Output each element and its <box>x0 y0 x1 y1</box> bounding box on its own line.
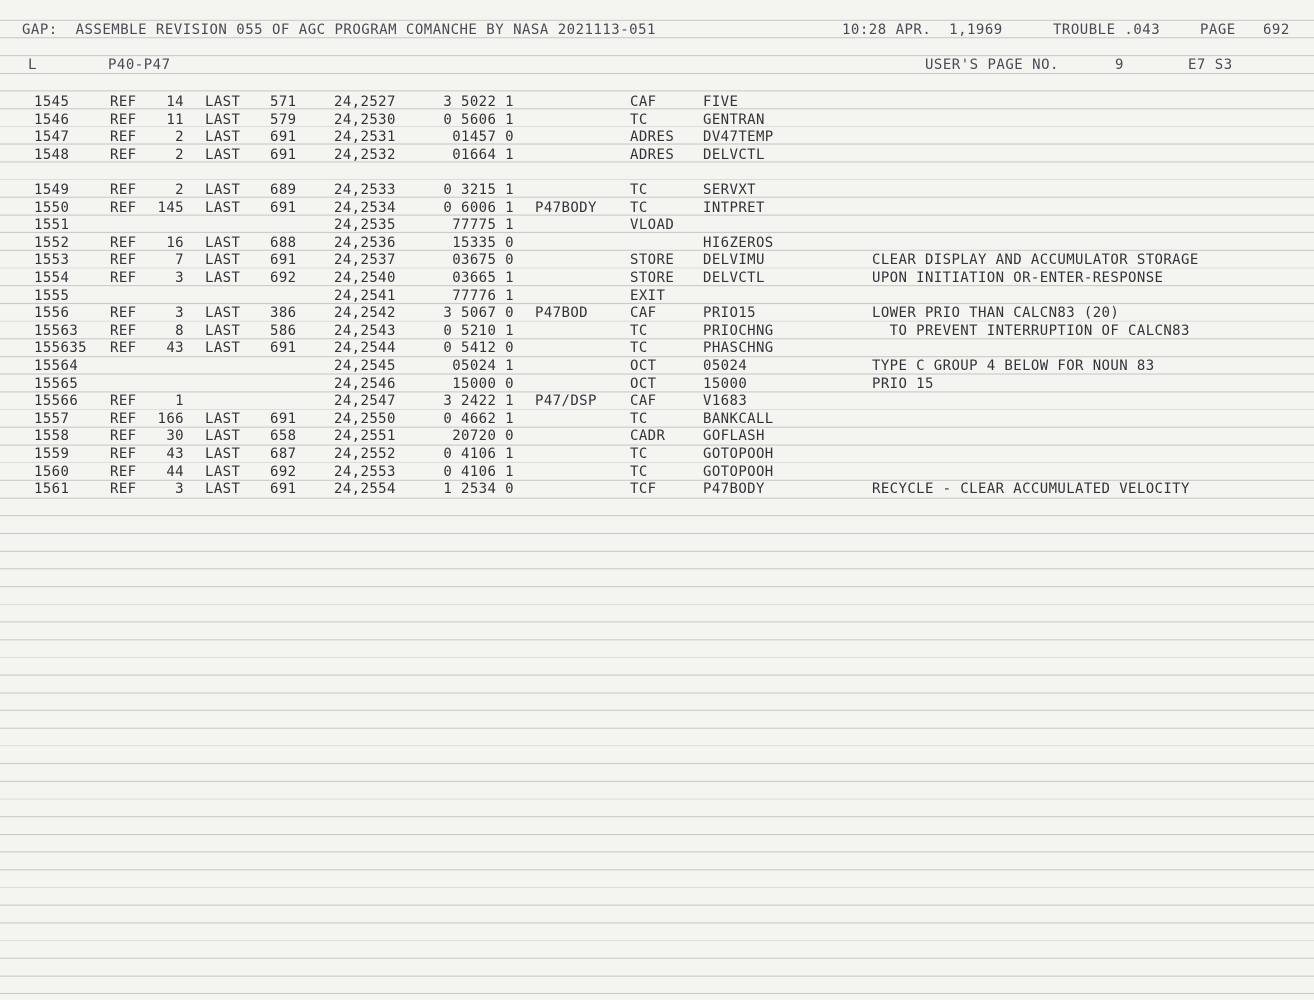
ref-keyword: REF <box>110 182 137 198</box>
listing-row <box>0 147 1314 165</box>
operand: DELVCTL <box>703 270 765 286</box>
opcode: ADRES <box>630 129 675 146</box>
listing-row <box>0 323 1314 341</box>
octal-word: 0 5606 1 <box>443 111 514 128</box>
address: 24,2544 <box>334 340 396 357</box>
last-keyword: LAST <box>205 340 241 357</box>
line-number: 1557 <box>34 410 70 427</box>
ref-count: 7 <box>175 252 184 269</box>
last-page: 691 <box>270 252 297 269</box>
listing-row <box>0 112 1314 130</box>
ref-count: 1 <box>175 393 184 410</box>
opcode: TC <box>630 410 648 427</box>
opcode: CAF <box>630 94 657 110</box>
comment: RECYCLE - CLEAR ACCUMULATED VELOCITY <box>872 481 1190 498</box>
operand: PHASCHNG <box>703 340 774 357</box>
listing-row <box>0 164 1314 182</box>
opcode: TCF <box>630 481 657 498</box>
opcode: EXIT <box>630 287 666 304</box>
last-page: 571 <box>270 94 297 110</box>
ref-count: 8 <box>175 322 184 339</box>
header-page-label: PAGE <box>1200 22 1236 38</box>
ref-keyword: REF <box>110 428 137 445</box>
last-page: 692 <box>270 270 297 286</box>
opcode: TC <box>630 182 648 198</box>
operand: DELVIMU <box>703 252 765 269</box>
opcode: CAF <box>630 305 657 322</box>
listing-row <box>0 182 1314 200</box>
octal-word: 05024 1 <box>452 358 514 374</box>
address: 24,2536 <box>334 234 396 251</box>
line-number: 1551 <box>34 217 70 234</box>
last-keyword: LAST <box>205 129 241 146</box>
listing-row <box>0 94 1314 112</box>
listing-row <box>0 270 1314 288</box>
line-number: 1550 <box>34 199 70 216</box>
address: 24,2530 <box>334 111 396 128</box>
octal-word: 01664 1 <box>452 146 514 163</box>
octal-word: 03665 1 <box>452 270 514 286</box>
last-keyword: LAST <box>205 322 241 339</box>
line-number: 1548 <box>34 146 70 163</box>
ref-count: 43 <box>166 340 184 357</box>
operand: BANKCALL <box>703 410 774 427</box>
last-keyword: LAST <box>205 428 241 445</box>
last-keyword: LAST <box>205 199 241 216</box>
header-trouble: TROUBLE .043 <box>1053 22 1161 38</box>
operand: PRIOCHNG <box>703 322 774 339</box>
header-page-number: 692 <box>1263 22 1290 38</box>
operand: GOTOPOOH <box>703 446 774 462</box>
ref-count: 16 <box>166 234 184 251</box>
operand: DELVCTL <box>703 146 765 163</box>
ref-count: 14 <box>166 94 184 110</box>
last-page: 691 <box>270 199 297 216</box>
ref-keyword: REF <box>110 322 137 339</box>
comment: LOWER PRIO THAN CALCN83 (20) <box>872 305 1120 322</box>
octal-word: 15000 0 <box>452 375 514 392</box>
listing-row <box>0 200 1314 218</box>
operand: V1683 <box>703 393 748 410</box>
listing-row <box>0 340 1314 358</box>
last-keyword: LAST <box>205 252 241 269</box>
opcode: TC <box>630 340 648 357</box>
address: 24,2553 <box>334 463 396 480</box>
address: 24,2546 <box>334 375 396 392</box>
octal-word: 0 3215 1 <box>443 182 514 198</box>
comment: TYPE C GROUP 4 BELOW FOR NOUN 83 <box>872 358 1155 374</box>
octal-word: 0 5210 1 <box>443 322 514 339</box>
line-number: 1558 <box>34 428 70 445</box>
line-number: 1546 <box>34 111 70 128</box>
opcode: TC <box>630 322 648 339</box>
line-number: 1549 <box>34 182 70 198</box>
opcode: TC <box>630 199 648 216</box>
operand: 05024 <box>703 358 748 374</box>
comment: CLEAR DISPLAY AND ACCUMULATOR STORAGE <box>872 252 1199 269</box>
last-keyword: LAST <box>205 234 241 251</box>
address: 24,2552 <box>334 446 396 462</box>
last-keyword: LAST <box>205 481 241 498</box>
opcode: STORE <box>630 270 675 286</box>
address: 24,2532 <box>334 146 396 163</box>
header-timestamp: 10:28 APR. 1,1969 <box>842 22 1003 38</box>
opcode: CADR <box>630 428 666 445</box>
opcode: VLOAD <box>630 217 675 234</box>
header-users-page-label: USER'S PAGE NO. <box>925 57 1059 73</box>
opcode: OCT <box>630 358 657 374</box>
octal-word: 0 6006 1 <box>443 199 514 216</box>
last-page: 687 <box>270 446 297 462</box>
line-number: 155635 <box>34 340 87 357</box>
last-keyword: LAST <box>205 111 241 128</box>
line-number: 15566 <box>34 393 79 410</box>
address: 24,2527 <box>334 94 396 110</box>
listing-row <box>0 358 1314 376</box>
address: 24,2543 <box>334 322 396 339</box>
address: 24,2531 <box>334 129 396 146</box>
ref-count: 43 <box>166 446 184 462</box>
last-page: 691 <box>270 481 297 498</box>
octal-word: 01457 0 <box>452 129 514 146</box>
address: 24,2547 <box>334 393 396 410</box>
comment: TO PREVENT INTERRUPTION OF CALCN83 <box>872 322 1190 339</box>
octal-word: 15335 0 <box>452 234 514 251</box>
last-keyword: LAST <box>205 446 241 462</box>
ref-count: 3 <box>175 270 184 286</box>
operand: INTPRET <box>703 199 765 216</box>
address: 24,2534 <box>334 199 396 216</box>
header-title: GAP: ASSEMBLE REVISION 055 OF AGC PROGRAM COMANCHE BY NASA 2021113-051 <box>22 22 656 38</box>
line-number: 15564 <box>34 358 79 374</box>
ref-keyword: REF <box>110 305 137 322</box>
address: 24,2535 <box>334 217 396 234</box>
last-page: 692 <box>270 463 297 480</box>
octal-word: 0 4662 1 <box>443 410 514 427</box>
line-number: 1553 <box>34 252 70 269</box>
listing-row <box>0 411 1314 429</box>
comment: UPON INITIATION OR-ENTER-RESPONSE <box>872 270 1164 286</box>
ref-count: 3 <box>175 481 184 498</box>
opcode: OCT <box>630 375 657 392</box>
octal-word: 77776 1 <box>452 287 514 304</box>
last-page: 579 <box>270 111 297 128</box>
symbol-label: P47BODY <box>535 199 597 216</box>
listing-row <box>0 217 1314 235</box>
ref-count: 30 <box>166 428 184 445</box>
line-number: 1547 <box>34 129 70 146</box>
listing-row <box>0 464 1314 482</box>
header-users-page-number: 9 <box>1115 57 1124 73</box>
operand: P47BODY <box>703 481 765 498</box>
listing-row <box>0 235 1314 253</box>
ref-keyword: REF <box>110 463 137 480</box>
octal-word: 0 4106 1 <box>443 463 514 480</box>
ref-keyword: REF <box>110 410 137 427</box>
operand: GOFLASH <box>703 428 765 445</box>
ref-count: 2 <box>175 182 184 198</box>
line-number: 1554 <box>34 270 70 286</box>
last-keyword: LAST <box>205 305 241 322</box>
ref-keyword: REF <box>110 146 137 163</box>
octal-word: 3 5022 1 <box>443 94 514 110</box>
ref-keyword: REF <box>110 446 137 462</box>
ref-count: 3 <box>175 305 184 322</box>
octal-word: 77775 1 <box>452 217 514 234</box>
operand: GENTRAN <box>703 111 765 128</box>
line-number: 1561 <box>34 481 70 498</box>
last-keyword: LAST <box>205 463 241 480</box>
ref-keyword: REF <box>110 234 137 251</box>
listing-row <box>0 481 1314 499</box>
comment: PRIO 15 <box>872 375 934 392</box>
opcode: CAF <box>630 393 657 410</box>
ref-keyword: REF <box>110 94 137 110</box>
address: 24,2542 <box>334 305 396 322</box>
ref-count: 166 <box>157 410 184 427</box>
listing-row <box>0 288 1314 306</box>
operand: SERVXT <box>703 182 756 198</box>
last-page: 691 <box>270 410 297 427</box>
listing-row <box>0 129 1314 147</box>
last-page: 689 <box>270 182 297 198</box>
opcode: TC <box>630 111 648 128</box>
listing-row <box>0 446 1314 464</box>
address: 24,2551 <box>334 428 396 445</box>
last-keyword: LAST <box>205 94 241 110</box>
opcode: TC <box>630 446 648 462</box>
last-page: 586 <box>270 322 297 339</box>
ref-keyword: REF <box>110 111 137 128</box>
symbol-label: P47/DSP <box>535 393 597 410</box>
address: 24,2550 <box>334 410 396 427</box>
ref-count: 2 <box>175 146 184 163</box>
last-keyword: LAST <box>205 146 241 163</box>
last-keyword: LAST <box>205 410 241 427</box>
operand: HI6ZEROS <box>703 234 774 251</box>
ref-keyword: REF <box>110 481 137 498</box>
ref-count: 2 <box>175 129 184 146</box>
listing-row <box>0 428 1314 446</box>
line-number: 15563 <box>34 322 79 339</box>
ref-count: 44 <box>166 463 184 480</box>
octal-word: 03675 0 <box>452 252 514 269</box>
line-number: 1552 <box>34 234 70 251</box>
last-keyword: LAST <box>205 182 241 198</box>
ref-keyword: REF <box>110 340 137 357</box>
last-page: 688 <box>270 234 297 251</box>
ref-keyword: REF <box>110 199 137 216</box>
operand: PRIO15 <box>703 305 756 322</box>
line-number: 1556 <box>34 305 70 322</box>
address: 24,2541 <box>334 287 396 304</box>
opcode: ADRES <box>630 146 675 163</box>
ref-keyword: REF <box>110 252 137 269</box>
opcode: TC <box>630 463 648 480</box>
operand: GOTOPOOH <box>703 463 774 480</box>
header-code: E7 S3 <box>1188 57 1233 73</box>
symbol-label: P47BOD <box>535 305 588 322</box>
listing-row <box>0 376 1314 394</box>
octal-word: 0 5412 0 <box>443 340 514 357</box>
ref-count: 11 <box>166 111 184 128</box>
last-keyword: LAST <box>205 270 241 286</box>
line-number: 15565 <box>34 375 79 392</box>
last-page: 386 <box>270 305 297 322</box>
operand: DV47TEMP <box>703 129 774 146</box>
ref-keyword: REF <box>110 270 137 286</box>
operand: 15000 <box>703 375 748 392</box>
line-number: 1545 <box>34 94 70 110</box>
octal-word: 1 2534 0 <box>443 481 514 498</box>
ref-keyword: REF <box>110 129 137 146</box>
listing-row <box>0 393 1314 411</box>
last-page: 691 <box>270 340 297 357</box>
last-page: 658 <box>270 428 297 445</box>
address: 24,2554 <box>334 481 396 498</box>
line-number: 1560 <box>34 463 70 480</box>
header-column-l: L <box>28 57 37 73</box>
address: 24,2537 <box>334 252 396 269</box>
octal-word: 20720 0 <box>452 428 514 445</box>
listing-row <box>0 252 1314 270</box>
line-number: 1555 <box>34 287 70 304</box>
octal-word: 0 4106 1 <box>443 446 514 462</box>
listing-row <box>0 305 1314 323</box>
address: 24,2545 <box>334 358 396 374</box>
address: 24,2533 <box>334 182 396 198</box>
octal-word: 3 5067 0 <box>443 305 514 322</box>
octal-word: 3 2422 1 <box>443 393 514 410</box>
address: 24,2540 <box>334 270 396 286</box>
last-page: 691 <box>270 146 297 163</box>
line-number: 1559 <box>34 446 70 462</box>
operand: FIVE <box>703 94 739 110</box>
last-page: 691 <box>270 129 297 146</box>
ref-keyword: REF <box>110 393 137 410</box>
ref-count: 145 <box>157 199 184 216</box>
header-section: P40-P47 <box>108 57 171 73</box>
opcode: STORE <box>630 252 675 269</box>
